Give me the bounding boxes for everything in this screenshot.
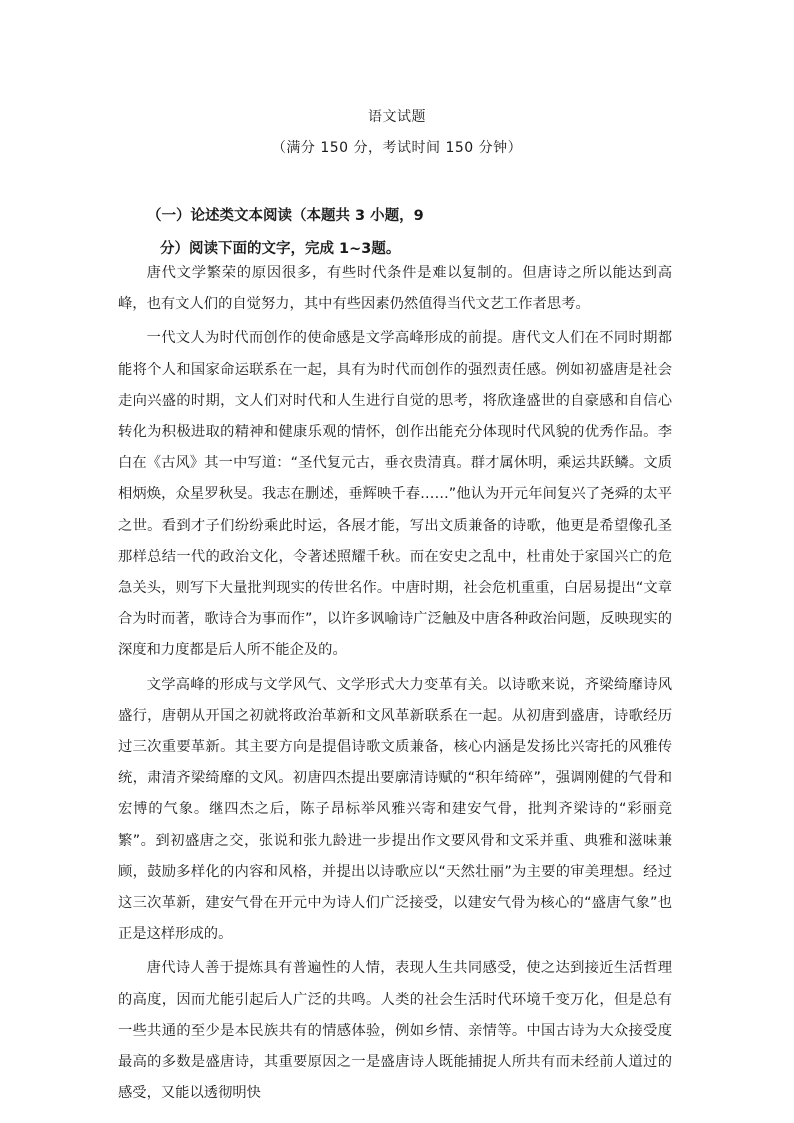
page-title: 语文试题 bbox=[368, 109, 426, 125]
paragraph: 唐代诗人善于提炼具有普遍性的人情，表现人生共同感受，使之达到接近生活哲理的高度，因而尤能引起后人广泛的共鸣。人类的社会生活时代环境千变万化，但是总有一些共通的至少是本民族共有的情感体验，例如乡情、亲情等。中国古诗为大众接受度最高的多数是盛唐诗，其重要原因之一是盛唐诗人既能捕捉人所共有而未经前人道过的感受，又能以透彻明快 bbox=[118, 960, 672, 1102]
section-heading bbox=[147, 200, 667, 266]
section-heading-line2: 分）阅读下面的文字，完成 1~3题。 bbox=[160, 241, 401, 257]
paragraph: 文学高峰的形成与文学风气、文学形式大力变革有关。以诗歌来说，齐梁绮靡诗风盛行，唐朝从开国之初就将政治革新和文风革新联系在一起。从初唐到盛唐，诗歌经历过三次重要革新。其主要方向是提倡诗歌文质兼备，核心内涵是发扬比兴寄托的风雅传统，肃清齐梁绮靡的文风。初唐四杰提出要廓清诗赋的“积年绮碎”，强调刚健的气骨和宏博的气象。继四杰之后，陈子昂标举风雅兴寄和建安气骨，批判齐梁诗的“彩丽竞繁”。到初盛唐之交，张说和张九龄进一步提出作文要风骨和文采并重、典雅和滋味兼顾，鼓励多样化的内容和风格，并提出以诗歌应以“天然壮丽”为主要的审美理想。经过这三次革新，建安气骨在开元中为诗人们广泛接受，以建安气骨为核心的“盛唐气象”也正是这样形成的。 bbox=[118, 676, 672, 943]
paragraph: 一代文人为时代而创作的使命感是文学高峰形成的前提。唐代文人们在不同时期都能将个人和国家命运联系在一起，具有为时代而创作的强烈责任感。例如初盛唐是社会走向兴盛的时期，文人们对时代和人生进行自觉的思考，将欣逢盛世的自豪感和自信心转化为积极进取的精神和健康乐观的情怀，创作出能充分体现时代风貌的优秀作品。李白在《古风》其一中写道：“圣代复元古，垂衣贵清真。群才属休明，乘运共跃鳞。文质相炳焕，众星罗秋旻。我志在删述，垂辉映千春……”他认为开元年间复兴了尧舜的太平之世。看到才子们纷纷乘此时运，各展才能，写出文质兼备的诗歌，他更是希望像孔圣那样总结一代的政治文化，令著述照耀千秋。而在安史之乱中，杜甫处于家国兴亡的危急关头，则写下大量批判现实的传世名作。中唐时期，社会危机重重，白居易提出“文章合为时而著，歌诗合为事而作”，以许多讽喻诗广泛触及中唐各种政治问题，反映现实的深度和力度都是后人所不能企及的。 bbox=[118, 330, 672, 659]
passage-body bbox=[118, 258, 672, 1109]
page-subtitle: （满分 150 分，考试时间 150 分钟） bbox=[271, 140, 523, 156]
paragraph: 唐代文学繁荣的原因很多，有些时代条件是难以复制的。但唐诗之所以能达到高峰，也有文人们的自觉努力，其中有些因素仍然值得当代文艺工作者思考。 bbox=[118, 265, 672, 313]
section-heading-line1: （一）论述类文本阅读（本题共 3 小题，9 bbox=[147, 208, 424, 224]
